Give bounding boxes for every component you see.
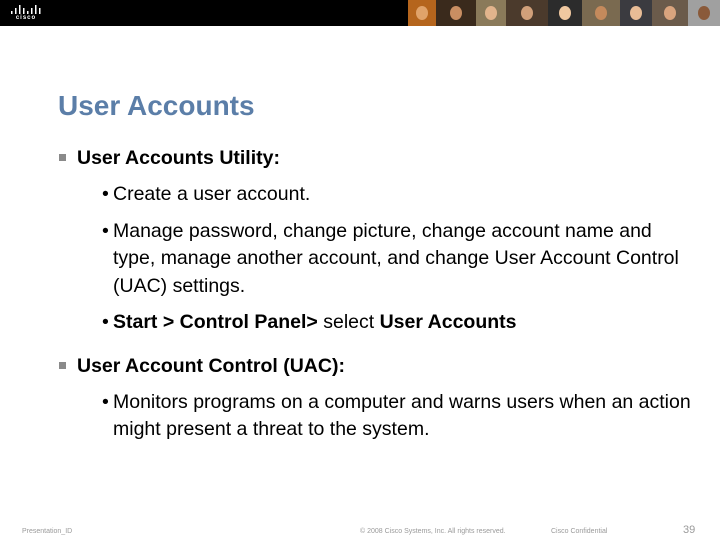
bullet-text-menu-path: Start > Control Panel> xyxy=(113,311,318,333)
person-face xyxy=(521,6,533,20)
bullet-item xyxy=(104,389,698,444)
header-photo xyxy=(548,0,582,26)
section-heading-text: User Accounts Utility: xyxy=(77,147,280,169)
dot-bullet-icon: • xyxy=(102,390,109,413)
square-bullet-icon xyxy=(59,362,66,369)
section-heading xyxy=(58,144,698,172)
section-heading-text: User Account Control (UAC): xyxy=(77,354,345,377)
header-banner xyxy=(0,0,720,26)
header-photo xyxy=(476,0,506,26)
header-photo xyxy=(408,0,436,26)
footer-confidential: Cisco Confidential xyxy=(551,528,608,535)
dot-bullet-icon: • xyxy=(102,219,109,242)
header-photo xyxy=(620,0,652,26)
header-photo-strip xyxy=(408,0,720,26)
bullet-text: Manage password, change picture, change account name and type, manage another account, and change User Account Control (UAC) settings. xyxy=(113,219,679,297)
page-number: 39 xyxy=(683,524,696,536)
slide-title: User Accounts xyxy=(58,90,255,121)
bullet-text: Monitors programs on a computer and warns users when an action might present a threat to the system. xyxy=(113,390,691,440)
header-photo xyxy=(688,0,720,26)
header-photo xyxy=(652,0,688,26)
bullet-text-target: User Accounts xyxy=(379,311,517,333)
bullet-item xyxy=(104,218,698,301)
cisco-logo xyxy=(9,3,43,23)
square-bullet-icon xyxy=(59,154,66,161)
footer-copyright: © 2008 Cisco Systems, Inc. All rights reserved. xyxy=(360,528,506,535)
bullet-text: Create a user account. xyxy=(113,183,311,205)
dot-bullet-icon: • xyxy=(102,311,109,333)
bullet-item xyxy=(104,309,698,337)
logo-wordmark: cisco xyxy=(15,15,37,21)
person-face xyxy=(630,6,642,20)
person-face xyxy=(698,6,710,20)
person-face xyxy=(450,6,462,20)
bullet-item xyxy=(104,181,698,209)
footer-presentation-id: Presentation_ID xyxy=(22,528,73,535)
person-face xyxy=(416,6,428,20)
person-face xyxy=(559,6,571,20)
dot-bullet-icon: • xyxy=(102,183,109,205)
header-photo xyxy=(582,0,620,26)
bullet-text-connector: select xyxy=(317,311,380,333)
header-photo xyxy=(506,0,548,26)
person-face xyxy=(485,6,497,20)
slide-content xyxy=(58,144,698,444)
header-photo xyxy=(436,0,476,26)
person-face xyxy=(664,6,676,20)
section-heading xyxy=(58,352,698,380)
person-face xyxy=(595,6,607,20)
